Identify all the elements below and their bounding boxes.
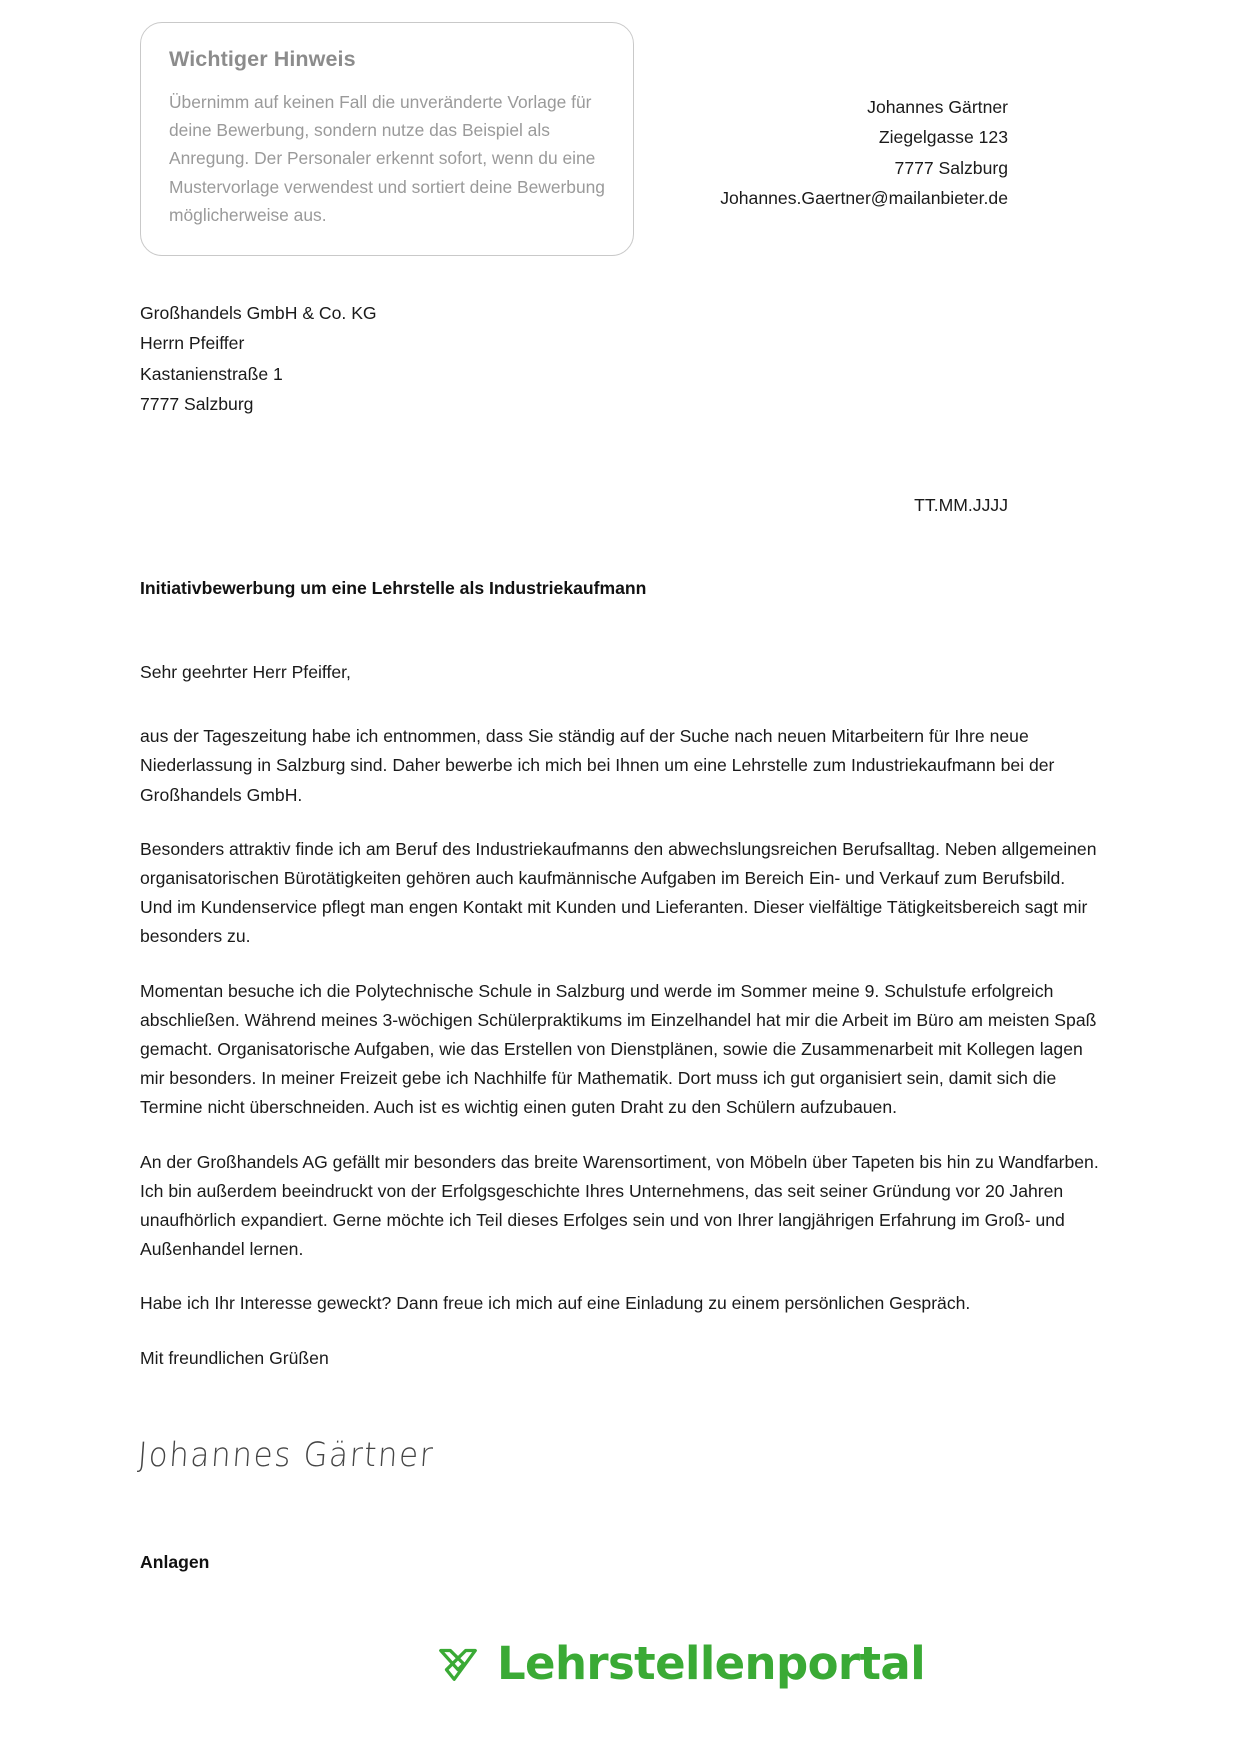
footer-brand-logo [0, 1636, 1240, 1690]
sender-street: Ziegelgasse 123 [878, 127, 1008, 148]
body-paragraph-4: An der Großhandels AG gefällt mir besonders das breite Warensortiment, von Möbeln über Tapeten bis hin zu Wandfarben. Ich bin außerdem beeindruckt von der Erfolgsgeschichte Ihres Unternehmens, das seit seiner Gründung vor 20 Jahren unaufhörlich expandiert. Gerne möchte ich Teil dieses Erfolges sein und von Ihrer langjährigen Erfahrung im Groß- und Außenhandel lernen. [140, 1151, 1099, 1260]
sender-name: Johannes Gärtner [867, 97, 1008, 117]
recipient-city: 7777 Salzburg [140, 393, 254, 414]
important-notice-box [140, 22, 634, 256]
brand-name: Lehrstellenportal [496, 1636, 926, 1690]
ribbon-check-icon [435, 1640, 481, 1686]
letter-subject: Initiativbewerbung um eine Lehrstelle als Industriekaufmann [140, 578, 647, 598]
body-paragraph-2: Besonders attraktiv finde ich am Beruf des Industriekaufmanns den abwechslungsreichen Berufsalltag. Neben allgemeinen organisatorischen Bürotätigkeiten gehören auch kaufmännische Aufgaben im Bereich Ein- und Verkauf zum Berufsbild. Und im Kundenservice pflegt man engen Kontakt mit Kunden und Lieferanten. Dieser vielfältige Tätigkeitsbereich sagt mir besonders zu. [140, 838, 1097, 947]
recipient-company: Großhandels GmbH & Co. KG [140, 303, 377, 323]
recipient-address-block [140, 298, 377, 419]
salutation: Sehr geehrter Herr Pfeiffer, [140, 662, 351, 682]
handwritten-signature: Johannes Gärtner [136, 1435, 436, 1475]
letterhead [0, 22, 1240, 237]
closing-greeting: Mit freundlichen Grüßen [140, 1347, 329, 1368]
letter-body [140, 658, 1102, 1373]
sender-address-block [720, 92, 1008, 213]
sender-city: 7777 Salzburg [894, 157, 1008, 178]
body-paragraph-5: Habe ich Ihr Interesse geweckt? Dann freue ich mich auf eine Einladung zu einem persönlichen Gespräch. [140, 1293, 971, 1314]
letter-date: TT.MM.JJJJ [914, 495, 1008, 515]
recipient-street: Kastanienstraße 1 [140, 363, 283, 384]
notice-text: Übernimm auf keinen Fall die unveränderte Vorlage für deine Bewerbung, sondern nutze das Beispiel als Anregung. Der Personaler erkennt sofort, wenn du eine Mustervorlage verwendest und sortiert deine Bewerbung möglicherweise aus. [169, 92, 605, 225]
sender-email: Johannes.Gaertner@mailanbieter.de [720, 187, 1008, 208]
attachments-label: Anlagen [140, 1552, 210, 1572]
body-paragraph-3: Momentan besuche ich die Polytechnische Schule in Salzburg und werde im Sommer meine 9. Schulstufe erfolgreich abschließen. Während meines 3-wöchigen Schülerpraktikums im Einzelhandel hat mir die Arbeit im Büro am meisten Spaß gemacht. Organisatorische Aufgaben, wie das Erstellen von Dienstplänen, sowie die Zusammenarbeit mit Kollegen lagen mir besonders. In meiner Freizeit gebe ich Nachhilfe für Mathematik. Dort muss ich gut organisiert sein, damit sich die Termine nicht überschneiden. Auch ist es wichtig einen guten Draht zu den Schülern aufzubauen. [140, 980, 1097, 1118]
recipient-contact: Herrn Pfeiffer [140, 333, 245, 354]
body-paragraph-1: aus der Tageszeitung habe ich entnommen, dass Sie ständig auf der Suche nach neuen Mitarbeitern für Ihre neue Niederlassung in Salzburg sind. Daher bewerbe ich mich bei Ihnen um eine Lehrstelle zum Industriekaufmann bei der Großhandels GmbH. [140, 726, 1055, 805]
notice-title: Wichtiger Hinweis [169, 47, 356, 71]
